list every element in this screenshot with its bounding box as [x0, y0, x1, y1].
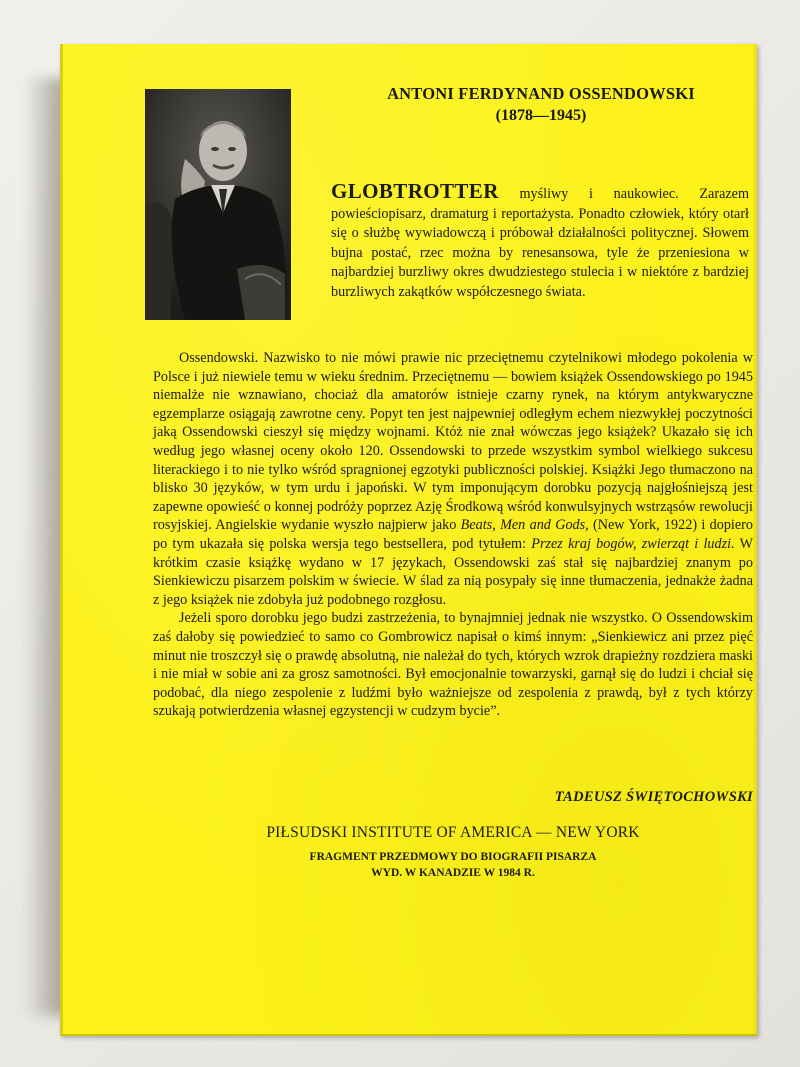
intro-lead-word: GLOBTROTTER: [331, 179, 499, 203]
author-signature: TADEUSZ ŚWIĘTOCHOWSKI: [554, 789, 753, 805]
fragment-note-line-1: FRAGMENT PRZEDMOWY DO BIOGRAFII PISARZA: [309, 851, 597, 863]
body-paragraph-1: [153, 349, 753, 609]
main-text: [153, 349, 753, 721]
intro-paragraph: [331, 179, 749, 303]
body-paragraph-2: Jeżeli sporo dorobku jego budzi zastrzeżenia, to bynajmniej jednak nie wszystko. O Ossendowskim zaś dałoby się powiedzieć to samo co Gombrowicz napisał o kimś innym: „Sienkiewicz ani przez pięć minut nie troszczył się o prawdę absolutną, nie należał do tych, których wzrok drapieżny rozdziera maski i nie miał w sobie ani za grosz samotności. Był emocjonalnie towarzyski, garnął się do ludzi i chciał się podobać, dla niego zespolenie z ludźmi było ważniejsze od zespolenia z prawdą, był z tych którzy szukają potwierdzenia własnej egzystencji w cudzym bycie”.: [153, 610, 753, 720]
english-book-title: Beats, Men and Gods,: [460, 517, 589, 534]
fragment-note-line-2: WYD. W KANADZIE W 1984 R.: [371, 867, 535, 879]
body-paragraph-1-part-c: W krótkim czasie książkę wydano w 17 językach, Ossendowski zaś stał się najbardziej znanym po Sienkiewiczu pisarzem polskim w świecie. W ślad za nią posypały się inne tłumaczenia, jednakże żadna z jego książek nie zdobyła już podobnego rozgłosu.: [153, 535, 754, 608]
intro-text: myśliwy i naukowiec. Zarazem powieściopisarz, dramaturg i reportażysta. Ponadto człowiek, który otarł się o służbę wywiadowczą i próbował działalności politycznej. Słowem bujna postać, rzec można by renesansowa, tyle że przeniesiona w najbardziej burzliwy okres dwudziestego stulecia i w niektóre z bardziej burzliwych zakątków współczesnego świata.: [331, 186, 749, 300]
polish-book-title: Przez kraj bogów, zwierząt i ludzi.: [531, 535, 735, 552]
author-name: ANTONI FERDYNAND OSSENDOWSKI: [387, 84, 695, 103]
publisher-line: PIŁSUDSKI INSTITUTE OF AMERICA — NEW YORK: [266, 824, 640, 841]
book-back-cover: [60, 44, 757, 1036]
body-paragraph-1-part-b: (New York, 1922) i dopiero po tym ukazała się polska wersja tego bestsellera, pod tytułem:: [153, 517, 753, 552]
cover-edge: [753, 44, 757, 1034]
body-paragraph-1-part-a: Ossendowski. Nazwisko to nie mówi prawie nic przeciętnemu czytelnikowi młodego pokolenia w Polsce i już niewiele temu w wieku średnim. Przeciętnemu — bowiem książek Ossendowskiego po 1945 niemalże nie wznawiano, chociaż dla amatorów istnieje czarny rynek, na którym antykwaryczne egzemplarze osiągają zawrotne ceny. Popyt ten jest najpewniej odległym echem niezwykłej poczytności jaką Ossendowski cieszył się między wojnami. Któż nie znał wówczas jego książek? Ukazało się ich według jego własnej oceny około 120. Ossendowski to przede wszystkim symbol wielkiego sukcesu literackiego i to nie tylko wśród spragnionej egzotyki publiczności polskiej. Książki Jego tłumaczono na blisko 30 języków, w tym urdu i japoński. W tym imponującym dorobku pozycją najgłośniejszą jest zapewne opowieść o konnej podróży poprzez Azję Środkową wśród konwulsyjnych wstrząsów rewolucji rosyjskiej. Angielskie wydanie wyszło najpierw jako: [153, 350, 753, 534]
author-years: (1878—1945): [495, 107, 587, 124]
author-portrait: [145, 89, 291, 320]
